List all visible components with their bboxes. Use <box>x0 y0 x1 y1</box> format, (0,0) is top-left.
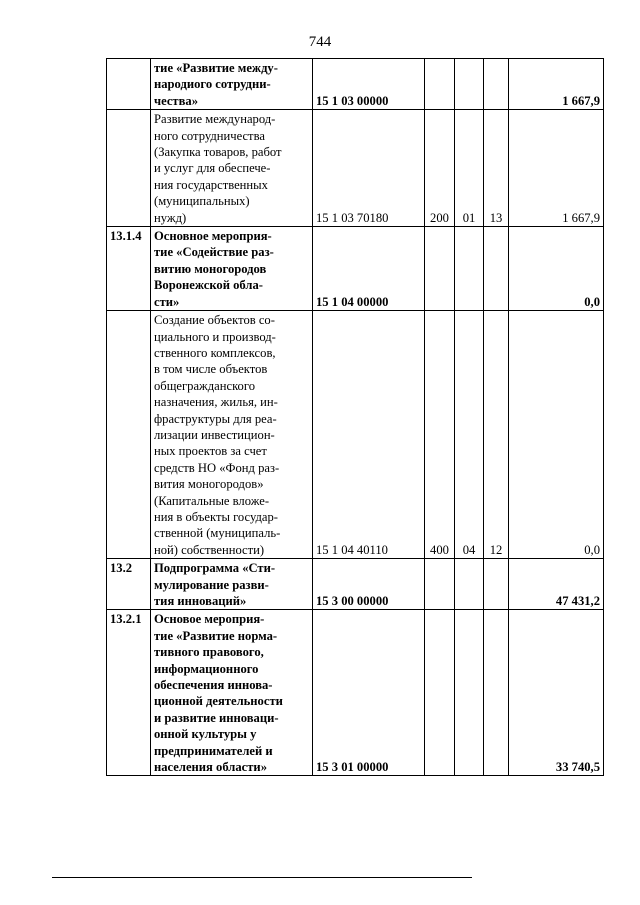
row-name-line: тия инноваций» <box>154 594 247 608</box>
row-target-code: 15 1 04 00000 <box>313 227 425 311</box>
row-number: 13.2 <box>107 559 151 610</box>
row-amount: 1 667,9 <box>509 110 604 227</box>
row-name <box>151 227 313 311</box>
row-name <box>151 59 313 110</box>
table-row <box>107 110 604 227</box>
row-expense-type <box>425 59 455 110</box>
row-name-line: ной) собственности) <box>154 542 265 557</box>
row-expense-type: 200 <box>425 110 455 227</box>
row-number <box>107 311 151 559</box>
row-name-line: ния государственных <box>154 177 268 192</box>
row-subsection: 12 <box>484 311 509 559</box>
row-expense-type: 400 <box>425 311 455 559</box>
row-name-line: (муниципальных) <box>154 194 250 209</box>
row-subsection <box>484 559 509 610</box>
row-section: 04 <box>455 311 484 559</box>
row-name-line: тивного правового, <box>154 645 264 660</box>
row-name-line: циального и производ- <box>154 329 276 344</box>
row-number <box>107 59 151 110</box>
row-name-line: ного сотрудничества <box>154 128 265 143</box>
row-expense-type <box>425 610 455 776</box>
row-name <box>151 311 313 559</box>
row-name-line: вития моногородов» <box>154 477 264 492</box>
row-name-line: обеспечения иннова- <box>154 678 273 693</box>
row-section: 01 <box>455 110 484 227</box>
table-row <box>107 59 604 110</box>
row-name-line: назначения, жилья, ин- <box>154 395 278 410</box>
row-expense-type <box>425 559 455 610</box>
row-name-line: предпринимателей и <box>154 743 273 758</box>
row-name-line: в том числе объектов <box>154 362 268 377</box>
row-name-line: ственной (муниципаль- <box>154 526 281 541</box>
page-number: 744 <box>308 34 332 50</box>
row-name-line: Развитие международ- <box>154 112 276 127</box>
row-name-line: тие «Развитие норма- <box>154 628 278 643</box>
row-name-line: мулирование разви- <box>154 577 269 592</box>
row-number <box>107 110 151 227</box>
row-name-line: фраструктуры для реа- <box>154 411 277 426</box>
row-target-code: 15 1 03 70180 <box>313 110 425 227</box>
row-name-line: (Закупка товаров, работ <box>154 145 282 160</box>
table-row <box>107 227 604 311</box>
row-name-line: ния в объекты государ- <box>154 509 278 524</box>
row-amount: 0,0 <box>509 311 604 559</box>
row-name-line: Создание объектов со- <box>154 313 275 328</box>
table-body <box>107 59 604 776</box>
row-number: 13.2.1 <box>107 610 151 776</box>
table-row <box>107 311 604 559</box>
row-name-line: ственного комплексов, <box>154 345 276 360</box>
row-name-line: народиого сотрудни- <box>154 77 271 92</box>
row-expense-type <box>425 227 455 311</box>
row-name-line: (Капитальные вложе- <box>154 493 270 508</box>
row-target-code: 15 3 01 00000 <box>313 610 425 776</box>
footer-line <box>52 877 472 878</box>
row-name-line: Основое мероприя- <box>154 612 265 627</box>
row-name-line: Подпрограмма «Сти- <box>154 561 276 576</box>
budget-table <box>106 58 604 776</box>
row-name-line: лизации инвестицион- <box>154 427 275 442</box>
row-amount: 0,0 <box>509 227 604 311</box>
row-amount: 33 740,5 <box>509 610 604 776</box>
row-name-line: витию моногородов <box>154 261 267 276</box>
row-name <box>151 110 313 227</box>
row-name-line: Основное мероприя- <box>154 229 272 244</box>
row-name-line: и развитие инноваци- <box>154 710 279 725</box>
row-amount: 47 431,2 <box>509 559 604 610</box>
row-number: 13.1.4 <box>107 227 151 311</box>
row-name-line: общегражданского <box>154 378 255 393</box>
row-subsection <box>484 59 509 110</box>
row-name <box>151 559 313 610</box>
row-subsection <box>484 610 509 776</box>
row-section <box>455 59 484 110</box>
row-name-line: информационного <box>154 661 259 676</box>
row-name-line: тие «Развитие между- <box>154 61 278 75</box>
row-section <box>455 559 484 610</box>
row-target-code: 15 1 03 00000 <box>313 59 425 110</box>
row-name-line: нужд) <box>154 210 187 225</box>
row-name-line: чества» <box>154 93 199 108</box>
table-row <box>107 559 604 610</box>
row-name-line: тие «Содействие раз- <box>154 245 274 260</box>
row-name-line: средств НО «Фонд раз- <box>154 460 280 475</box>
row-amount: 1 667,9 <box>509 59 604 110</box>
row-section <box>455 610 484 776</box>
row-subsection <box>484 227 509 311</box>
row-subsection: 13 <box>484 110 509 227</box>
row-name-line: Воронежской обла- <box>154 278 263 293</box>
row-name <box>151 610 313 776</box>
row-name-line: населения области» <box>154 760 267 775</box>
table-row <box>107 610 604 776</box>
row-target-code: 15 1 04 40110 <box>313 311 425 559</box>
row-name-line: онной культуры у <box>154 727 257 742</box>
row-name-line: ционной деятельности <box>154 694 283 709</box>
row-target-code: 15 3 00 00000 <box>313 559 425 610</box>
row-name-line: ных проектов за счет <box>154 444 267 459</box>
row-name-line: и услуг для обеспече- <box>154 161 271 176</box>
row-name-line: сти» <box>154 294 180 309</box>
row-section <box>455 227 484 311</box>
